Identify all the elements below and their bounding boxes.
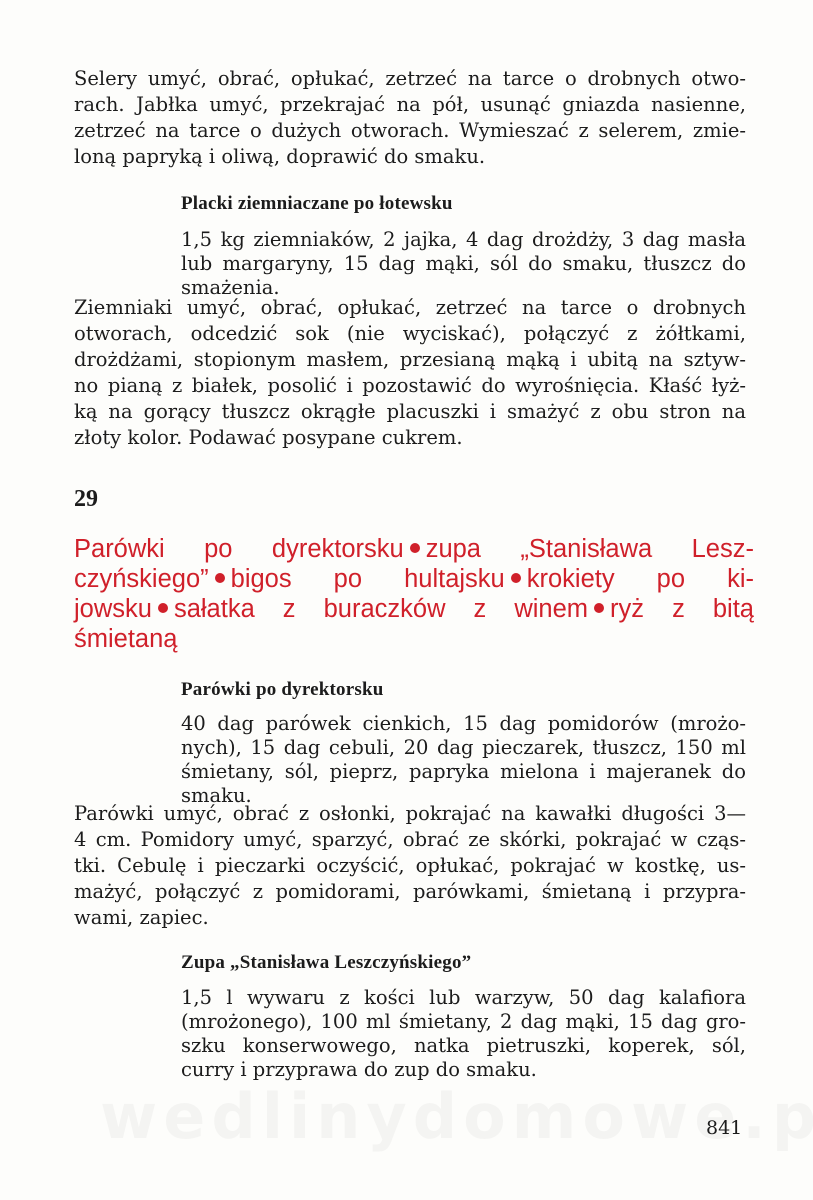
recipe-ingredients-zupa <box>181 986 746 1082</box>
text-line: nych), 15 dag cebuli, 20 dag pieczarek, tłuszcz, 150 ml <box>181 736 746 759</box>
recipe-title-parowki: Parówki po dyrektorsku <box>181 679 384 700</box>
text-line: lub margaryny, 15 dag mąki, sól do smaku, tłuszcz do <box>181 252 746 275</box>
bullet-icon <box>158 603 168 613</box>
menu-item: jowsku <box>74 595 152 623</box>
recipe-ingredients-placki <box>181 228 746 300</box>
text-line: 1,5 l wywaru z kości lub warzyw, 50 dag kalafiora <box>181 986 746 1009</box>
text-line: drożdżami, stopionym masłem, przesianą mąką i ubitą na sztyw- <box>74 348 746 371</box>
menu-item: zupa „Stanisława Lesz- <box>425 535 754 563</box>
menu-item: śmietaną <box>74 625 178 653</box>
text-line: smaku. <box>181 784 252 807</box>
bullet-icon <box>594 603 604 613</box>
text-line: tki. Cebulę i pieczarki oczyścić, opłukać, pokrajać w kostkę, us- <box>74 854 746 877</box>
text-line: loną papryką i oliwą, doprawić do smaku. <box>74 145 486 168</box>
text-line: (mrożonego), 100 ml śmietany, 2 dag mąki, 15 dag gro- <box>181 1010 746 1033</box>
bullet-icon <box>215 573 225 583</box>
text-line: złoty kolor. Podawać posypane cukrem. <box>74 426 463 449</box>
text-line: szku konserwowego, natka pietruszki, koperek, sól, <box>181 1034 746 1057</box>
menu-item: sałatka z buraczków z winem <box>173 595 589 623</box>
chapter-menu <box>74 534 754 654</box>
recipe-ingredients-parowki <box>181 712 746 808</box>
bullet-icon <box>410 543 420 553</box>
text-line: rach. Jabłka umyć, przekrajać na pół, usunąć gniazda nasienne, <box>74 93 746 116</box>
bullet-icon <box>511 573 521 583</box>
menu-item: krokiety po ki- <box>526 565 755 593</box>
text-line: otworach, odcedzić sok (nie wyciskać), połączyć z żółtkami, <box>74 322 746 345</box>
text-line: Selery umyć, obrać, opłukać, zetrzeć na tarce o drobnych otwo- <box>74 67 746 90</box>
menu-item: ryż z bitą <box>610 595 754 623</box>
text-line: curry i przyprawa do zup do smaku. <box>181 1058 537 1081</box>
text-line: ką na gorący tłuszcz okrągłe placuszki i smażyć z obu stron na <box>74 400 746 423</box>
page-number: 841 <box>706 1117 743 1139</box>
chapter-number: 29 <box>74 486 98 512</box>
recipe-method-parowki <box>74 801 746 931</box>
menu-line <box>74 534 754 564</box>
text-line: no pianą z białek, posolić i pozostawić do wyrośnięcia. Kłaść łyż- <box>74 374 746 397</box>
menu-line <box>74 624 754 654</box>
recipe-title-placki: Placki ziemniaczane po łotewsku <box>181 193 453 214</box>
text-line: śmietany, sól, pieprz, papryka mielona i majeranek do <box>181 760 746 783</box>
text-line: smażenia. <box>181 276 280 299</box>
text-line: wami, zapiec. <box>74 906 209 929</box>
text-line: Ziemniaki umyć, obrać, opłukać, zetrzeć na tarce o drobnych <box>74 296 746 319</box>
intro-paragraph <box>74 66 746 170</box>
text-line: mażyć, połączyć z pomidorami, parówkami, śmietaną i przypra- <box>74 880 746 903</box>
menu-line <box>74 594 754 624</box>
text-line: 40 dag parówek cienkich, 15 dag pomidorów (mrożo- <box>181 712 746 735</box>
text-line: Parówki umyć, obrać z osłonki, pokrajać na kawałki długości 3— <box>74 802 746 825</box>
menu-item: bigos po hultajsku <box>230 565 505 593</box>
text-line: 1,5 kg ziemniaków, 2 jajka, 4 dag drożdży, 3 dag masła <box>181 228 746 251</box>
recipe-method-placki <box>74 295 746 451</box>
text-line: 4 cm. Pomidory umyć, sparzyć, obrać ze skórki, pokrajać w cząs- <box>74 828 746 851</box>
menu-item: czyńskiego” <box>74 565 209 593</box>
recipe-title-zupa: Zupa „Stanisława Leszczyńskiego” <box>181 952 472 973</box>
text-line: zetrzeć na tarce o dużych otworach. Wymieszać z selerem, zmie- <box>74 119 746 142</box>
menu-line <box>74 564 754 594</box>
menu-item: Parówki po dyrektorsku <box>74 535 404 563</box>
